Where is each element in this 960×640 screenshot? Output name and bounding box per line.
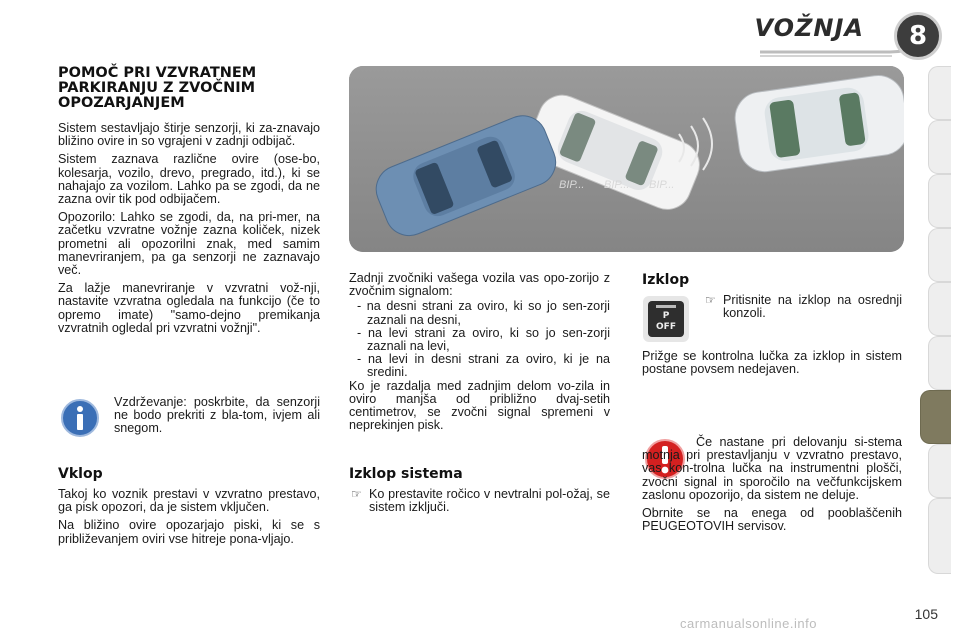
- list-item-text: na levi strani za oviro, ki so jo sen-zorji zaznali na levi,: [367, 325, 610, 354]
- vklop-text: [58, 488, 320, 551]
- chapter-tab[interactable]: [928, 228, 951, 282]
- chapter-tab[interactable]: [928, 120, 951, 174]
- watermark: carmanualsonline.info: [680, 616, 817, 631]
- chapter-tab[interactable]: [928, 282, 951, 336]
- paragraph: Takoj ko voznik prestavi v vzvratno prestavo, ga pisk opozori, da je sistem vključen.: [58, 487, 320, 515]
- chapter-title: VOŽNJA: [754, 14, 864, 42]
- paragraph: Za lažje manevriranje v vzvratni vož-nji, nastavite vzvratna ogledala na funkcijo (če to opremo imate) "samo-dejno premikanja vzvratnih ogledal pri vzvratni vožnji".: [58, 281, 320, 335]
- chapter-tab-strip: [928, 66, 960, 576]
- list-item: - na desni strani za oviro, ki so jo sen-zorji zaznali na desni,: [357, 299, 610, 327]
- warning-text: Če nastane pri delovanju si-stema motnja pri prestavljanju v vzvratno prestavo, vas kon-trolna lučka na instrumentni plošči, zvočni signal in sporočilo na večfunkcijskem zaslonu opozorijo, da sistem ne deluje.: [642, 435, 902, 502]
- paragraph: Sistem zaznava različne ovire (ose-bo, kolesarja, vozilo, drevo, pregrado, itd.), ki se nahajajo za vozilom. Lahko pa se zgodi, da ne zazna ovir tik pod odbijačem.: [58, 152, 320, 207]
- list-item-text: na desni strani za oviro, ki so jo sen-zorji zaznali na desni,: [366, 299, 610, 327]
- paragraph: Sistem sestavljajo štirje senzorji, ki za-znavajo bližino ovire in so vgrajeni v zadnji odbijač.: [58, 121, 320, 149]
- chapter-tab[interactable]: [928, 66, 951, 120]
- park-assist-off-button-illustration: [643, 296, 689, 342]
- paragraph: Zadnji zvočniki vašega vozila vas opo-zorijo z zvočnim signalom:: [349, 271, 610, 299]
- vklop-heading: Vklop: [58, 466, 103, 482]
- beep-label: BIP...: [649, 179, 675, 191]
- list-item-text: na levi in desni strani za oviro, ki je na sredini.: [367, 352, 610, 380]
- pointing-hand-icon: ☞: [351, 487, 362, 501]
- bullet-text: Pritisnite na izklop na osrednji konzoli.: [723, 293, 902, 321]
- signal-list: [349, 300, 610, 379]
- izklop-heading: Izklop: [642, 272, 690, 288]
- warning-note: [642, 436, 902, 538]
- beep-label: BIP...: [559, 179, 585, 191]
- section-title-line: PARKIRANJU Z ZVOČNIM: [58, 80, 256, 96]
- section-title: [58, 66, 320, 111]
- paragraph: Opozorilo: Lahko se zgodi, da, na pri-mer, na začetku vzvratne vožnje zazna količek, nizek prometni ali opozorilni znak, med samim manevriranjem, pa ga senzorji ne zaznavajo več.: [58, 210, 320, 278]
- section-title-line: OPOZARJANJEM: [58, 95, 185, 111]
- bullet-text: Ko prestavite ročico v nevtralni pol-ožaj, se sistem izključi.: [369, 487, 610, 515]
- chapter-tab[interactable]: [928, 336, 951, 390]
- izklop-after-text: Prižge se kontrolna lučka za izklop in sistem postane povsem nedejaven.: [642, 349, 902, 377]
- info-icon: [60, 398, 100, 438]
- list-item: - na levi strani za oviro, ki so jo sen-zorji zaznali na levi,: [357, 325, 610, 354]
- section-title-line: POMOČ PRI VZVRATNEM: [58, 65, 257, 81]
- chapter-tab[interactable]: [928, 174, 951, 228]
- info-note: Vzdrževanje: poskrbite, da senzorji ne bodo prekriti z bla-tom, ivjem ali snegom.: [114, 395, 320, 436]
- chapter-number-badge: 8: [894, 12, 942, 60]
- paragraph: Na bližino ovire opozarjajo piski, ki se s približevanjem oviri vse hitreje pona-vljajo.: [58, 518, 320, 546]
- parking-sensor-illustration: [349, 66, 904, 252]
- izklop-sistema-heading: Izklop sistema: [349, 466, 463, 482]
- chapter-tab[interactable]: [928, 444, 951, 498]
- list-item: - na levi in desni strani za oviro, ki je na sredini.: [357, 352, 610, 380]
- chapter-tab[interactable]: [928, 498, 951, 574]
- button-label-bottom: OFF: [656, 322, 676, 332]
- izklop-bullet: [705, 294, 902, 320]
- beep-label: BIP...: [604, 179, 630, 191]
- warning-after-text: Obrnite se na enega od pooblaščenih PEUGEOTOVIH servisov.: [642, 506, 902, 534]
- intro-text: [58, 122, 320, 340]
- pointing-hand-icon: ☞: [705, 293, 716, 307]
- signal-description: [349, 272, 610, 437]
- page-number: 105: [914, 606, 938, 622]
- chapter-tab-active[interactable]: [920, 390, 951, 444]
- button-label-top: P: [662, 311, 670, 321]
- izklop-sistema-bullet: [351, 488, 610, 514]
- paragraph: Ko je razdalja med zadnjim delom vo-zila in oviro manjša od približno dvaj-setih centimetrov, se zvočni signal spremeni v neprekinjen pisk.: [349, 378, 610, 433]
